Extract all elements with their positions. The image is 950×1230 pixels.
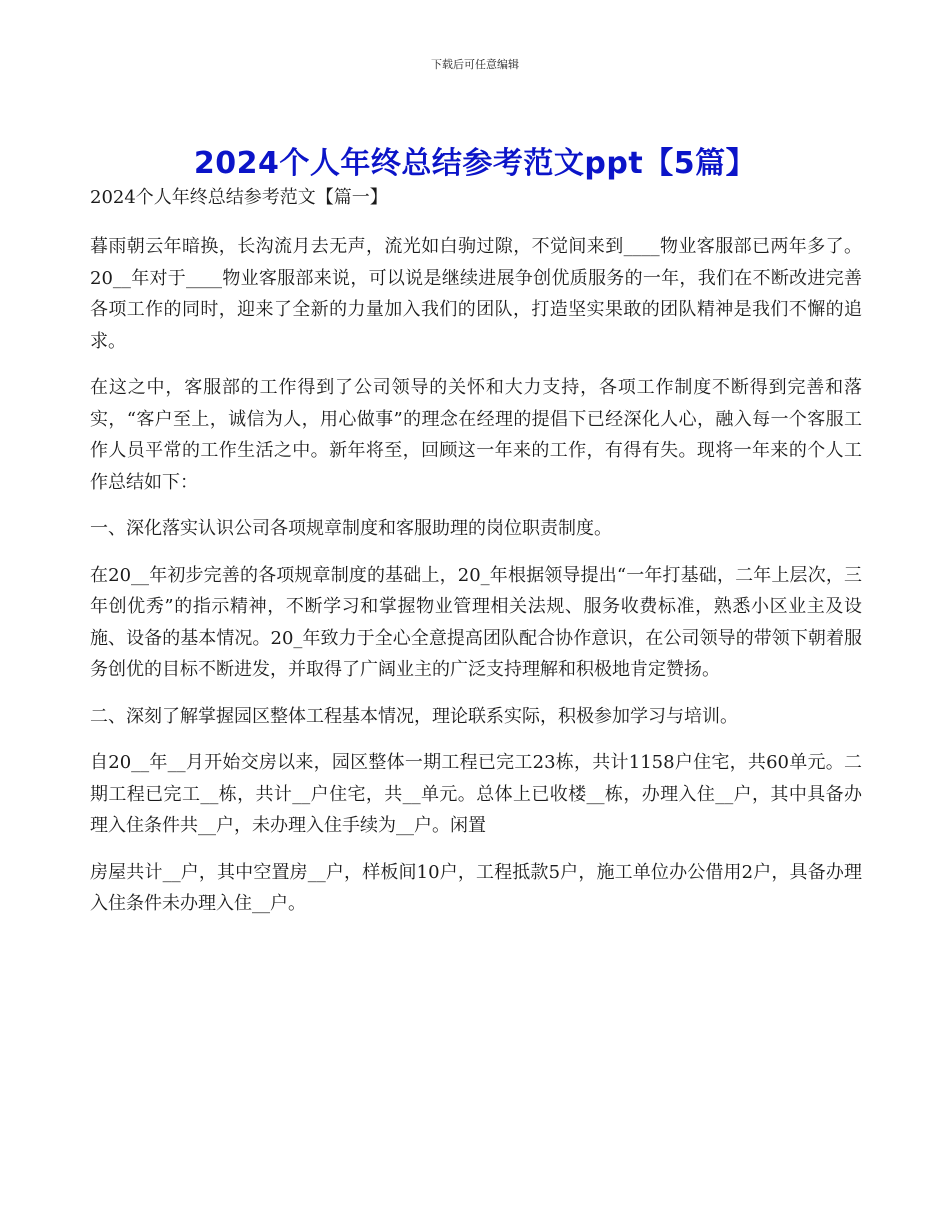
heading-item-2: 二、深刻了解掌握园区整体工程基本情况，理论联系实际，积极参加学习与培训。: [90, 705, 738, 727]
paragraph-1: 暮雨朝云年暗换，长沟流月去无声，流光如白驹过隙，不觉间来到____物业客服部已两年多了。20__年对于____物业客服部来说，可以说是继续进展争创优质服务的一年，我们在不断改进完善各项工作的同时，迎来了全新的力量加入我们的团队，打造坚实果敢的团队精神是我们不懈的追求。: [90, 236, 862, 352]
section-title: 2024个人年终总结参考范文【篇一】: [90, 187, 388, 208]
paragraph-4: 自20__年__月开始交房以来，园区整体一期工程已完工23栋，共计1158户住宅，共60单元。二期工程已完工__栋，共计__户住宅，共__单元。总体上已收楼__栋，办理入住__户，其中具备办理入住条件共__户，未办理入住手续为__户。闲置: [90, 752, 862, 836]
paragraph-3: 在20__年初步完善的各项规章制度的基础上，20_年根据领导提出“一年打基础，二年上层次，三年创优秀”的指示精神，不断学习和掌握物业管理相关法规、服务收费标准，熟悉小区业主及设施、设备的基本情况。20_年致力于全心全意提高团队配合协作意识，在公司领导的带领下朝着服务创优的目标不断进发，并取得了广阔业主的广泛支持理解和积极地肯定赞扬。: [90, 564, 862, 680]
heading-item-1: 一、深化落实认识公司各项规章制度和客服助理的岗位职责制度。: [90, 518, 612, 539]
document-title: 2024个人年终总结参考范文ppt【5篇】: [193, 146, 757, 181]
header-note: 下载后可任意编辑: [431, 58, 519, 71]
document-body: [90, 183, 862, 935]
paragraph-2: 在这之中，客服部的工作得到了公司领导的关怀和大力支持，各项工作制度不断得到完善和落实，“客户至上，诚信为人，用心做事”的理念在经理的提倡下已经深化人心，融入每一个客服工作人员平常的工作生活之中。新年将至，回顾这一年来的工作，有得有失。现将一年来的个人工作总结如下：: [90, 377, 862, 493]
paragraph-5: 房屋共计__户，其中空置房__户，样板间10户，工程抵款5户，施工单位办公借用2户，具备办理入住条件未办理入住__户。: [90, 861, 862, 914]
